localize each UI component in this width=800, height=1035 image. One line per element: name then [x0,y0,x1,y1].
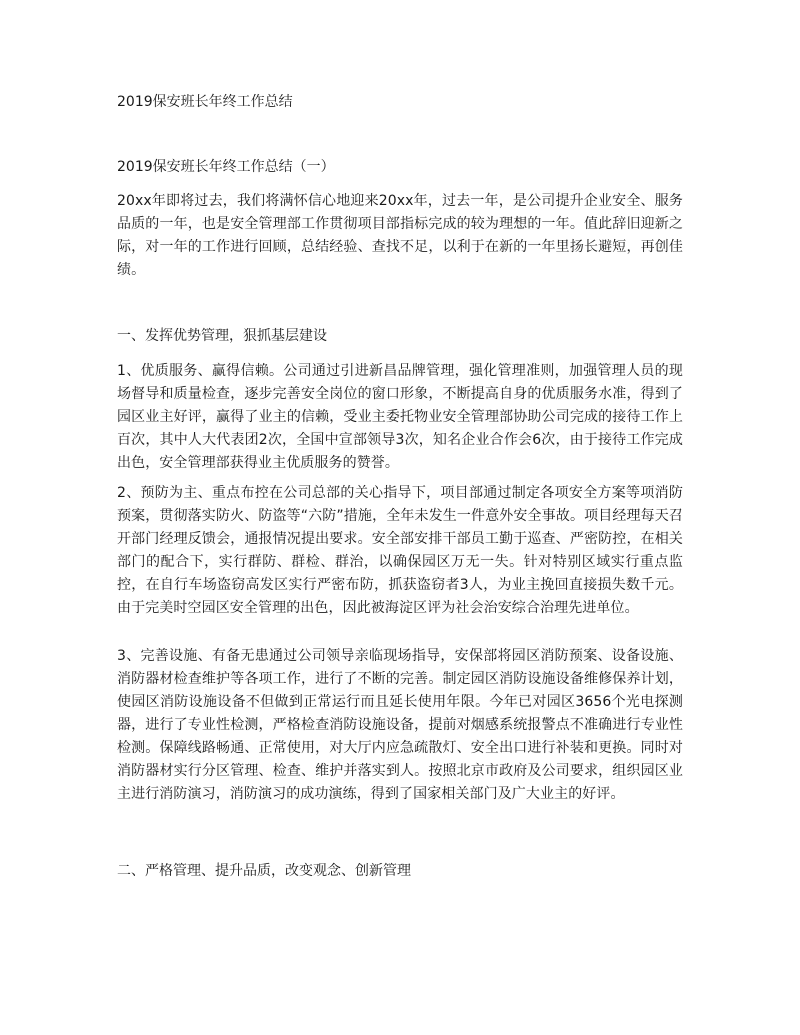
section1-paragraph-3: 3、完善设施、有备无患通过公司领导亲临现场指导，安保部将园区消防预案、设备设施、消防器材检查维护等各项工作，进行了不断的完善。制定园区消防设施设备维修保养计划，使园区消防设施设备不但做到正常运行而且延长使用年限。今年已对园区3656个光电探测器，进行了专业性检测，严格检查消防设施设备，提前对烟感系统报警点不准确进行专业性检测。保障线路畅通、正常使用，对大厅内应急疏散灯、安全出口进行补装和更换。同时对消防器材实行分区管理、检查、维护并落实到人。按照北京市政府及公司要求，组织园区业主进行消防演习，消防演习的成功演练，得到了国家相关部门及广大业主的好评。 [117,648,683,802]
section-subtitle: 2019保安班长年终工作总结（一） [117,159,335,175]
section1-paragraph-1: 1、优质服务、赢得信赖。公司通过引进新昌品牌管理，强化管理准则，加强管理人员的现场督导和质量检查，逐步完善安全岗位的窗口形象，不断提高自身的优质服务水准，得到了园区业主好评，赢得了业主的信赖，受业主委托物业安全管理部协助公司完成的接待工作上百次，其中人大代表团2次，全国中宣部领导3次，知名企业合作会6次，由于接待工作完成出色，安全管理部获得业主优质服务的赞誉。 [117,363,683,471]
intro-paragraph: 20xx年即将过去，我们将满怀信心地迎来20xx年，过去一年，是公司提升企业安全、服务品质的一年，也是安全管理部工作贯彻项目部指标完成的较为理想的一年。值此辞旧迎新之际，对一年的工作进行回顾，总结经验、查找不足，以利于在新的一年里扬长避短，再创佳绩。 [117,193,683,278]
section-heading-2: 二、严格管理、提升品质，改变观念、创新管理 [117,863,411,879]
section1-paragraph-2: 2、预防为主、重点布控在公司总部的关心指导下，项目部通过制定各项安全方案等项消防预案，贯彻落实防火、防盗等“六防”措施，全年未发生一件意外安全事故。项目经理每天召开部门经理反馈会，通报情况提出要求。安全部安排干部员工勤于巡查、严密防控，在相关部门的配合下，实行群防、群检、群治，以确保园区万无一失。针对特别区域实行重点监控，在自行车场盗窃高发区实行严密布防，抓获盗窃者3人，为业主挽回直接损失数千元。由于完美时空园区安全管理的出色，因此被海淀区评为社会治安综合治理先进单位。 [117,485,683,616]
section-heading-1: 一、发挥优势管理，狠抓基层建设 [117,328,327,344]
document-title: 2019保安班长年终工作总结 [117,94,293,110]
